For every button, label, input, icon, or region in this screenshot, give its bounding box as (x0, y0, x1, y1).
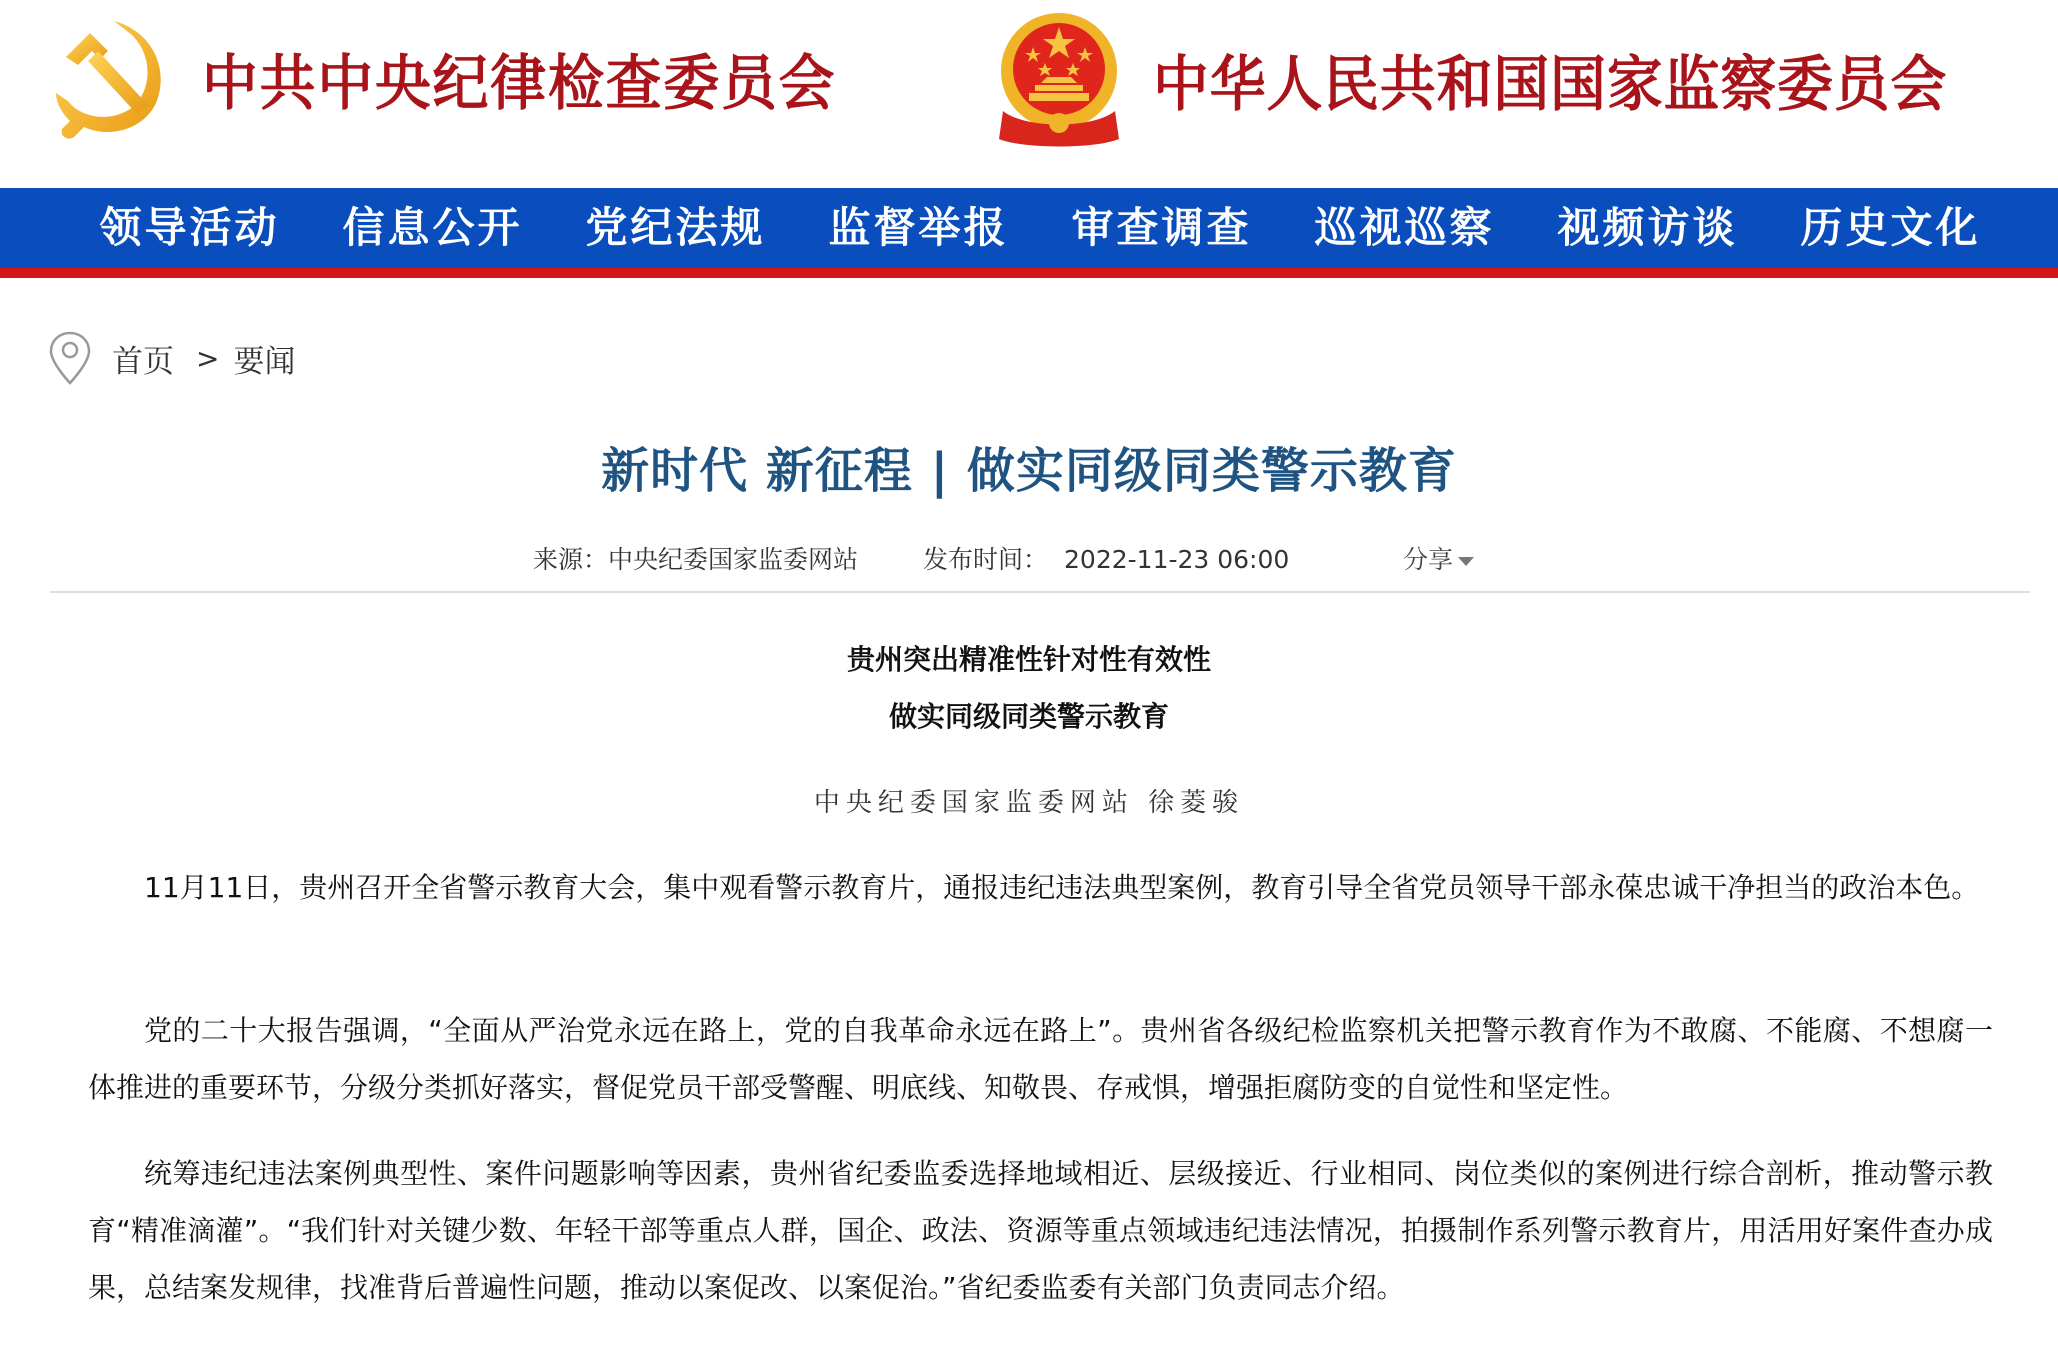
nav-item-party-regulations[interactable]: 党纪法规 (585, 203, 766, 252)
main-nav (0, 188, 2058, 268)
breadcrumb-home-link[interactable]: 首页 (112, 343, 174, 380)
nav-item-inspection-tours[interactable]: 巡视巡察 (1314, 203, 1495, 252)
nav-item-supervision-reporting[interactable]: 监督举报 (828, 203, 1009, 252)
national-emblem-icon (995, 11, 1123, 149)
nav-item-information-disclosure[interactable]: 信息公开 (342, 203, 523, 252)
page-title: 新时代 新征程 | 做实同级同类警示教育 (601, 443, 1457, 499)
time-label: 发布时间： (923, 545, 1049, 574)
paragraph-text: 党的二十大报告强调，“全面从严治党永远在路上，党的自我革命永远在路上”。贵州省各级纪检监察机关把警示教育作为不敢腐、不能腐、不想腐一体推进的重要环节，分级分类抓好落实，督促党员干部受警醒、明底线、知敬畏、存戒惧，增强拒腐防变的自觉性和坚定性。 (88, 1014, 1993, 1104)
meta-divider (50, 591, 2030, 593)
article-byline: 中央纪委国家监委网站 徐菱骏 (813, 788, 1245, 818)
nav-item-review-investigation[interactable]: 审查调查 (1071, 203, 1252, 252)
paragraph-text: 统筹违纪违法案例典型性、案件问题影响等因素，贵州省纪委监委选择地域相近、层级接近、行业相同、岗位类似的案例进行综合剖析，推动警示教育“精准滴灌”。“我们针对关键少数、年轻干部等重点人群，国企、政法、资源等重点领域违纪违法情况，拍摄制作系列警示教育片，用活用好案件查办成果，总结案发规律，找准背后普遍性问题，推动以案促改、以案促治。”省纪委监委有关部门负责同志介绍。 (88, 1157, 1993, 1304)
breadcrumb-separator: > (196, 341, 220, 375)
ccdi-org-name: 中共中央纪律检查委员会 (202, 49, 837, 119)
paragraph-text: 11月11日，贵州召开全省警示教育大会，集中观看警示教育片，通报违纪违法典型案例，教育引导全省党员领导干部永葆忠诚干净担当的政治本色。 (144, 871, 1980, 904)
time-value: 2022-11-23 06:00 (1064, 545, 1290, 574)
nsc-org-name: 中华人民共和国国家监察委员会 (1153, 50, 1948, 120)
article-subtitle-line-2: 做实同级同类警示教育 (888, 700, 1169, 733)
article-paragraph (88, 1002, 1993, 1116)
publish-time (923, 540, 1289, 576)
source-label: 来源： (533, 545, 609, 574)
breadcrumb (48, 330, 295, 386)
share-dropdown-button[interactable] (1403, 540, 1474, 576)
nav-item-history-culture[interactable]: 历史文化 (1800, 203, 1981, 252)
location-pin-icon (48, 330, 92, 386)
article-meta (0, 540, 2058, 580)
breadcrumb-current-section[interactable]: 要闻 (233, 343, 296, 380)
nav-item-video-interviews[interactable]: 视频访谈 (1557, 203, 1738, 252)
nav-red-stripe (0, 268, 2058, 278)
caret-down-icon (1458, 557, 1474, 566)
nsc-brand[interactable] (995, 10, 2007, 150)
site-header (0, 0, 2058, 188)
article-subtitle-line-1: 贵州突出精准性针对性有效性 (846, 643, 1211, 676)
nav-item-leadership-activities[interactable]: 领导活动 (99, 203, 280, 252)
article-source (533, 540, 858, 576)
article-paragraph (88, 859, 1993, 916)
party-emblem-icon (52, 17, 172, 142)
share-label: 分享 (1403, 545, 1454, 574)
article-paragraph (88, 1145, 1993, 1316)
ccdi-brand[interactable] (52, 14, 884, 144)
source-value: 中央纪委国家监委网站 (608, 545, 859, 574)
